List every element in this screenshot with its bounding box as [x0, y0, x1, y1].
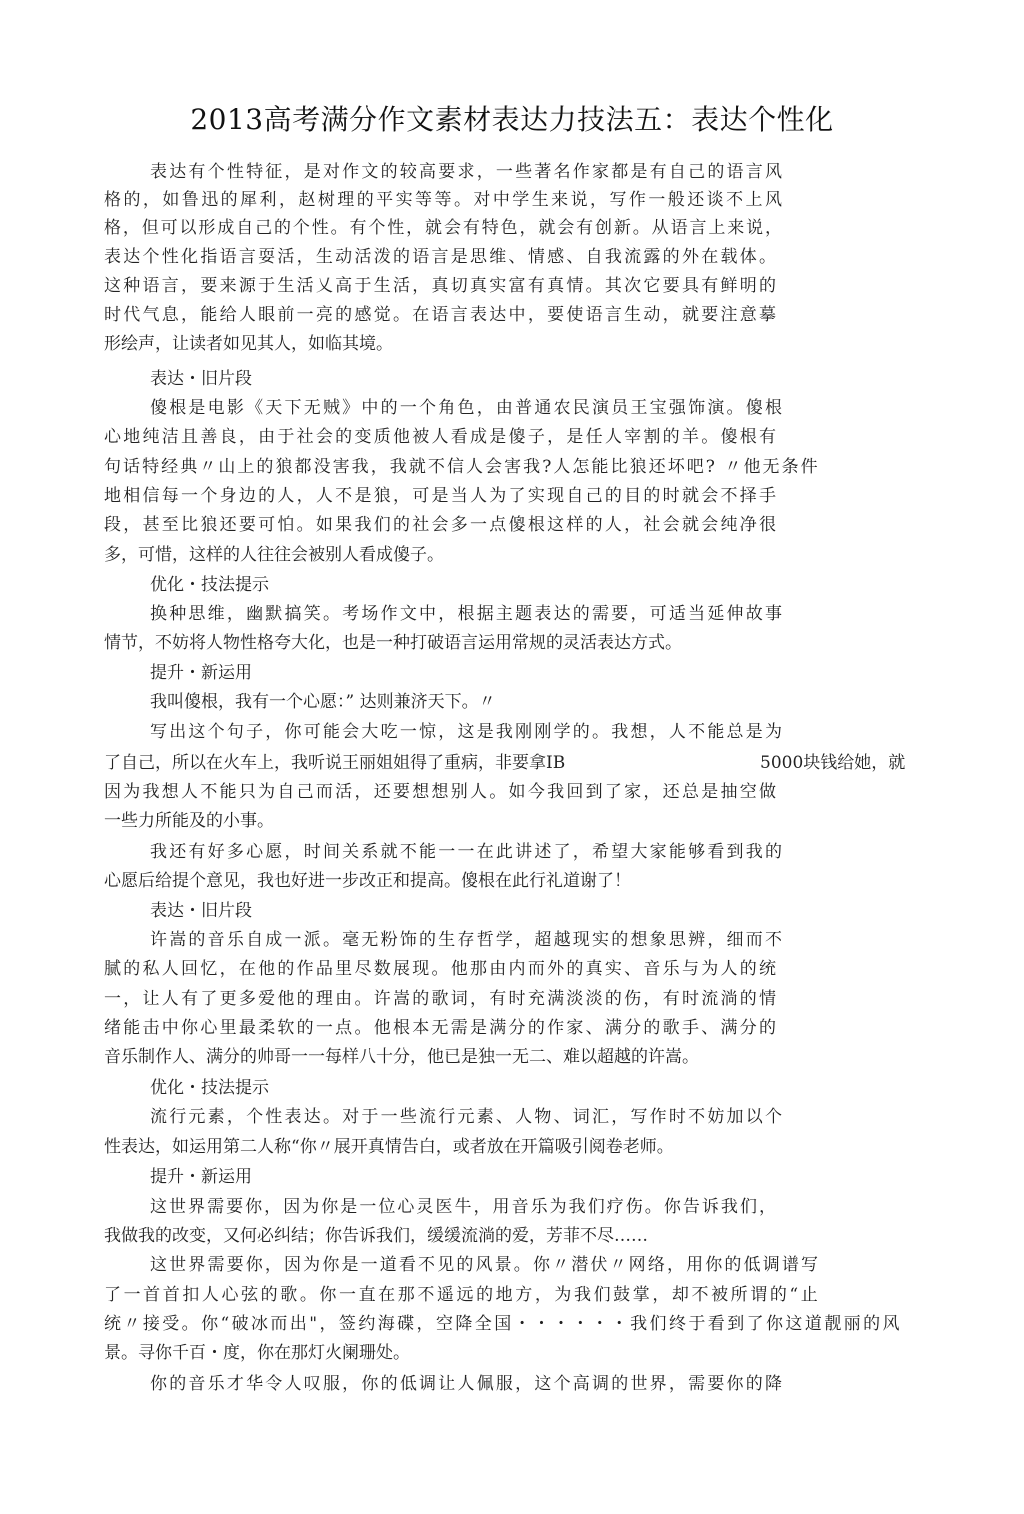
text-line: 多，可惜，这样的人往往会被别人看成傻子。: [104, 545, 444, 565]
text-line: 提升・新运用: [150, 663, 252, 683]
text-line: 优化・技法提示: [150, 575, 269, 595]
text-line: 写出这个句子，你可能会大吃一惊，这是我刚刚学的。我想，人不能总是为: [150, 722, 785, 742]
text-line: 表达有个性特征，是对作文的较高要求，一些著名作家都是有自己的语言风: [150, 162, 785, 182]
text-line: 一，让人有了更多爱他的理由。许嵩的歌词，有时充满淡淡的伤，有时流淌的情: [104, 989, 779, 1009]
text-line: 地相信每一个身边的人，人不是狼，可是当人为了实现自己的目的时就会不择手: [104, 486, 779, 506]
text-line: 格，但可以形成自己的个性。有个性，就会有特色，就会有创新。从语言上来说，: [104, 218, 784, 238]
document-title: 2013高考满分作文素材表达力技法五：表达个性化: [190, 103, 834, 136]
text-line: 表达个性化指语言耍活，生动活泼的语言是思维、情感、自我流露的外在载体。: [104, 247, 779, 267]
text-line: 这世界需要你，因为你是一位心灵医牛，用音乐为我们疗伤。你告诉我们，: [150, 1197, 779, 1217]
text-line: 统〃接受。你“破冰而出"，签约海碟，空降全国・・・・・・我们终于看到了你这道靓丽的风: [104, 1314, 902, 1334]
text-line: 格的，如鲁迅的犀利，赵树理的平实等等。对中学生来说，写作一般还谈不上风: [104, 190, 785, 210]
text-line: 傻根是电影《天下无贼》中的一个角色，由普通农民演员王宝强饰演。傻根: [150, 398, 785, 418]
text-line: 换种思维，幽默搞笑。考场作文中，根据主题表达的需要，可适当延伸故事: [150, 604, 785, 624]
text-line: 我叫傻根，我有一个心愿：” 达则兼济天下。〃: [150, 692, 496, 712]
text-line: 5000块钱给她，就: [760, 753, 906, 773]
text-line: 提升・新运用: [150, 1167, 252, 1187]
text-line: 心地纯洁且善良，由于社会的变质他被人看成是傻子，是任人宰割的羊。傻根有: [104, 427, 779, 447]
text-line: 腻的私人回忆，在他的作品里尽数展现。他那由内而外的真实、音乐与为人的统: [104, 959, 779, 979]
text-line: 了自己，所以在火车上，我听说王丽姐姐得了重病，非要拿IB: [104, 753, 566, 773]
text-line: 情节，不妨将人物性格夸大化，也是一种打破语言运用常规的灵活表达方式。: [104, 633, 682, 653]
text-line: 这世界需要你，因为你是一道看不见的风景。你〃潜伏〃网络，用你的低调谱写: [150, 1255, 821, 1275]
text-line: 表达・旧片段: [150, 901, 252, 921]
text-line: 句话特经典〃山上的狼都没害我，我就不信人会害我?人怎能比狼还坏吧? 〃他无条件: [104, 457, 820, 477]
text-line: 段，甚至比狼还要可怕。如果我们的社会多一点傻根这样的人，社会就会纯净很: [104, 515, 779, 535]
text-line: 优化・技法提示: [150, 1078, 269, 1098]
text-line: 形绘声，让读者如见其人，如临其境。: [104, 334, 393, 354]
text-line: 时代气息，能给人眼前一亮的感觉。在语言表达中，要使语言生动，就要注意摹: [104, 305, 779, 325]
text-line: 景。寻你千百・度，你在那灯火阑珊处。: [104, 1343, 410, 1363]
text-line: 我做我的改变，又何必纠结；你告诉我们，缓缓流淌的爱，芳菲不尽……: [104, 1226, 648, 1246]
text-line: 音乐制作人、满分的帅哥一一每样八十分，他已是独一无二、难以超越的许嵩。: [104, 1047, 699, 1067]
text-line: 你的音乐才华令人叹服，你的低调让人佩服，这个高调的世界，需要你的降: [150, 1374, 785, 1394]
text-line: 了一首首扣人心弦的歌。你一直在那不遥远的地方，为我们鼓掌，却不被所谓的“止: [104, 1285, 821, 1305]
text-line: 一些力所能及的小事。: [104, 811, 274, 831]
text-line: 流行元素，个性表达。对于一些流行元素、人物、词汇，写作时不妨加以个: [150, 1107, 785, 1127]
text-line: 因为我想人不能只为自己而活，还要想想别人。如今我回到了家，还总是抽空做: [104, 782, 779, 802]
text-line: 性表达，如运用第二人称“你〃展开真情告白，或者放在开篇吸引阅卷老师。: [104, 1137, 674, 1157]
text-line: 这种语言，要来源于生活乂高于生活，真切真实富有真情。其次它要具有鲜明的: [104, 276, 779, 296]
text-line: 我还有好多心愿，时间关系就不能一一在此讲述了，希望大家能够看到我的: [150, 842, 785, 862]
text-line: 表达・旧片段: [150, 369, 252, 389]
text-line: 绪能击中你心里最柔软的一点。他根本无需是满分的作家、满分的歌手、满分的: [104, 1018, 779, 1038]
text-line: 心愿后给提个意见，我也好进一步改正和提高。傻根在此行礼道谢了！: [104, 871, 631, 891]
text-line: 许嵩的音乐自成一派。毫无粉饰的生存哲学，超越现实的想象思辨，细而不: [150, 930, 785, 950]
